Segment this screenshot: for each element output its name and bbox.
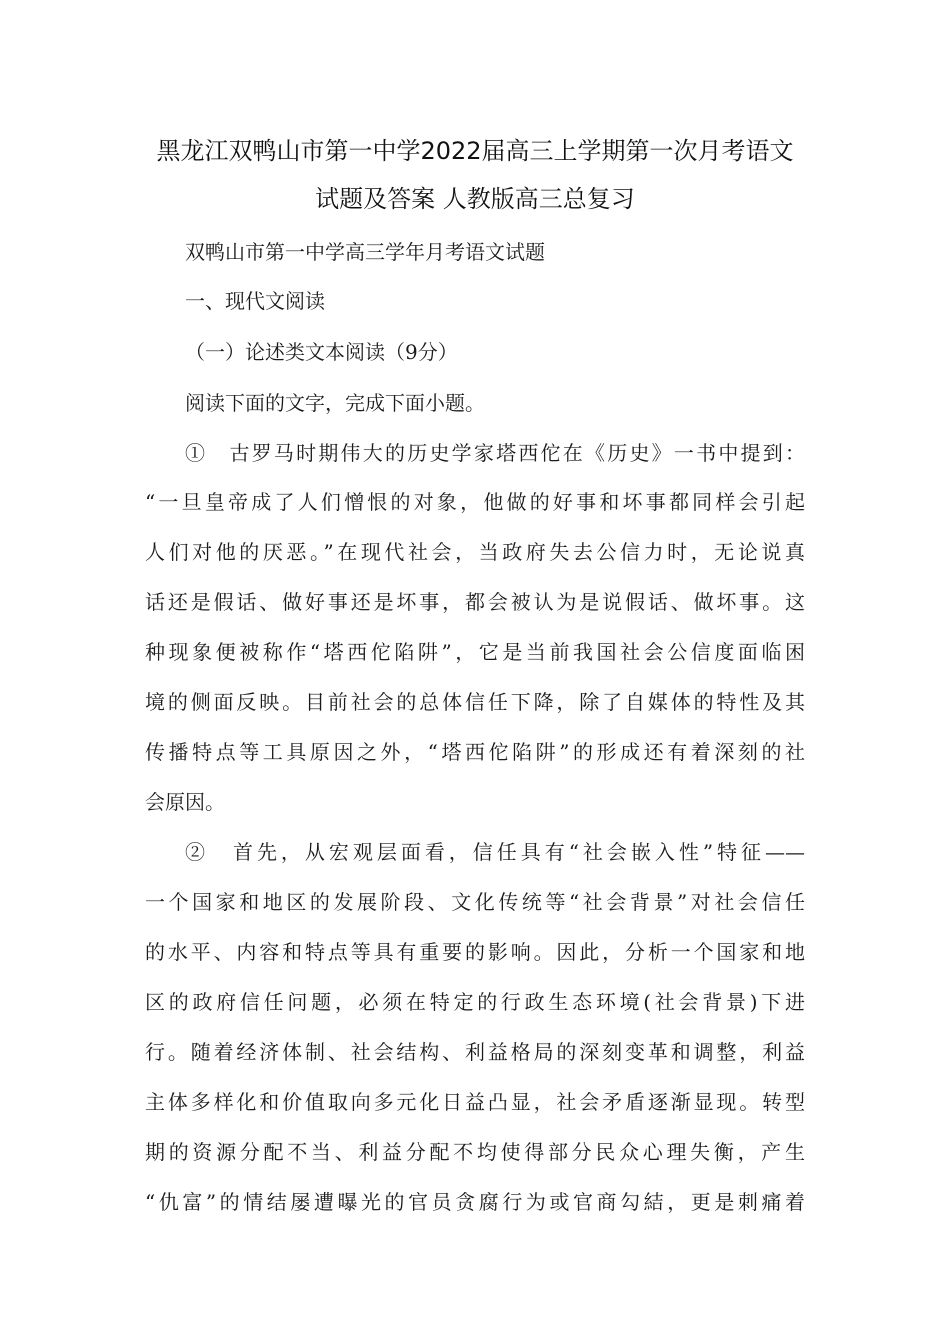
paragraph-2-line: ② 首先，从宏观层面看，信任具有“社会嵌入性”特征—— (185, 840, 805, 864)
paragraph-1-line: “一旦皇帝成了人们憎恨的对象，他做的好事和坏事都同样会引起 (145, 490, 805, 514)
paragraph-1-line: 会原因。 (145, 790, 225, 814)
paragraph-2-line: 主体多样化和价值取向多元化日益凸显，社会矛盾逐渐显现。转型 (145, 1090, 805, 1114)
paragraph-1-line: ① 古罗马时期伟大的历史学家塔西佗在《历史》一书中提到： (185, 441, 805, 465)
paragraph-2-line: “仇富”的情结屡遭曝光的官员贪腐行为或官商勾結，更是刺痛着 (145, 1190, 805, 1214)
section-heading: 一、现代文阅读 (185, 289, 325, 313)
paragraph-2-line: 期的资源分配不当、利益分配不均使得部分民众心理失衡，产生 (145, 1140, 805, 1164)
paragraph-1-line: 境的侧面反映。目前社会的总体信任下降，除了自媒体的特性及其 (145, 690, 805, 714)
document-title-line-1: 黑龙江双鸭山市第一中学2022届高三上学期第一次月考语文 (156, 137, 794, 165)
subsection-heading: （一）论述类文本阅读（9分） (185, 340, 458, 364)
paragraph-2-line: 区的政府信任问题，必须在特定的行政生态环境(社会背景)下进 (145, 990, 805, 1014)
exam-subtitle: 双鸭山市第一中学高三学年月考语文试题 (185, 240, 545, 264)
paragraph-1-line: 种现象便被称作“塔西佗陷阱”，它是当前我国社会公信度面临困 (145, 640, 805, 664)
paragraph-1-line: 人们对他的厌恶。”在现代社会，当政府失去公信力时，无论说真 (145, 540, 805, 564)
paragraph-2-line: 的水平、内容和特点等具有重要的影响。因此，分析一个国家和地 (145, 940, 805, 964)
paragraph-1-line: 传播特点等工具原因之外，“塔西佗陷阱”的形成还有着深刻的社 (145, 740, 805, 764)
paragraph-2-line: 一个国家和地区的发展阶段、文化传统等“社会背景”对社会信任 (145, 890, 805, 914)
document-title-line-2: 试题及答案 人教版高三总复习 (315, 185, 635, 213)
reading-instruction: 阅读下面的文字，完成下面小题。 (185, 391, 485, 415)
paragraph-2-line: 行。随着经济体制、社会结构、利益格局的深刻变革和调整，利益 (145, 1040, 805, 1064)
paragraph-1-line: 话还是假话、做好事还是坏事，都会被认为是说假话、做坏事。这 (145, 590, 805, 614)
